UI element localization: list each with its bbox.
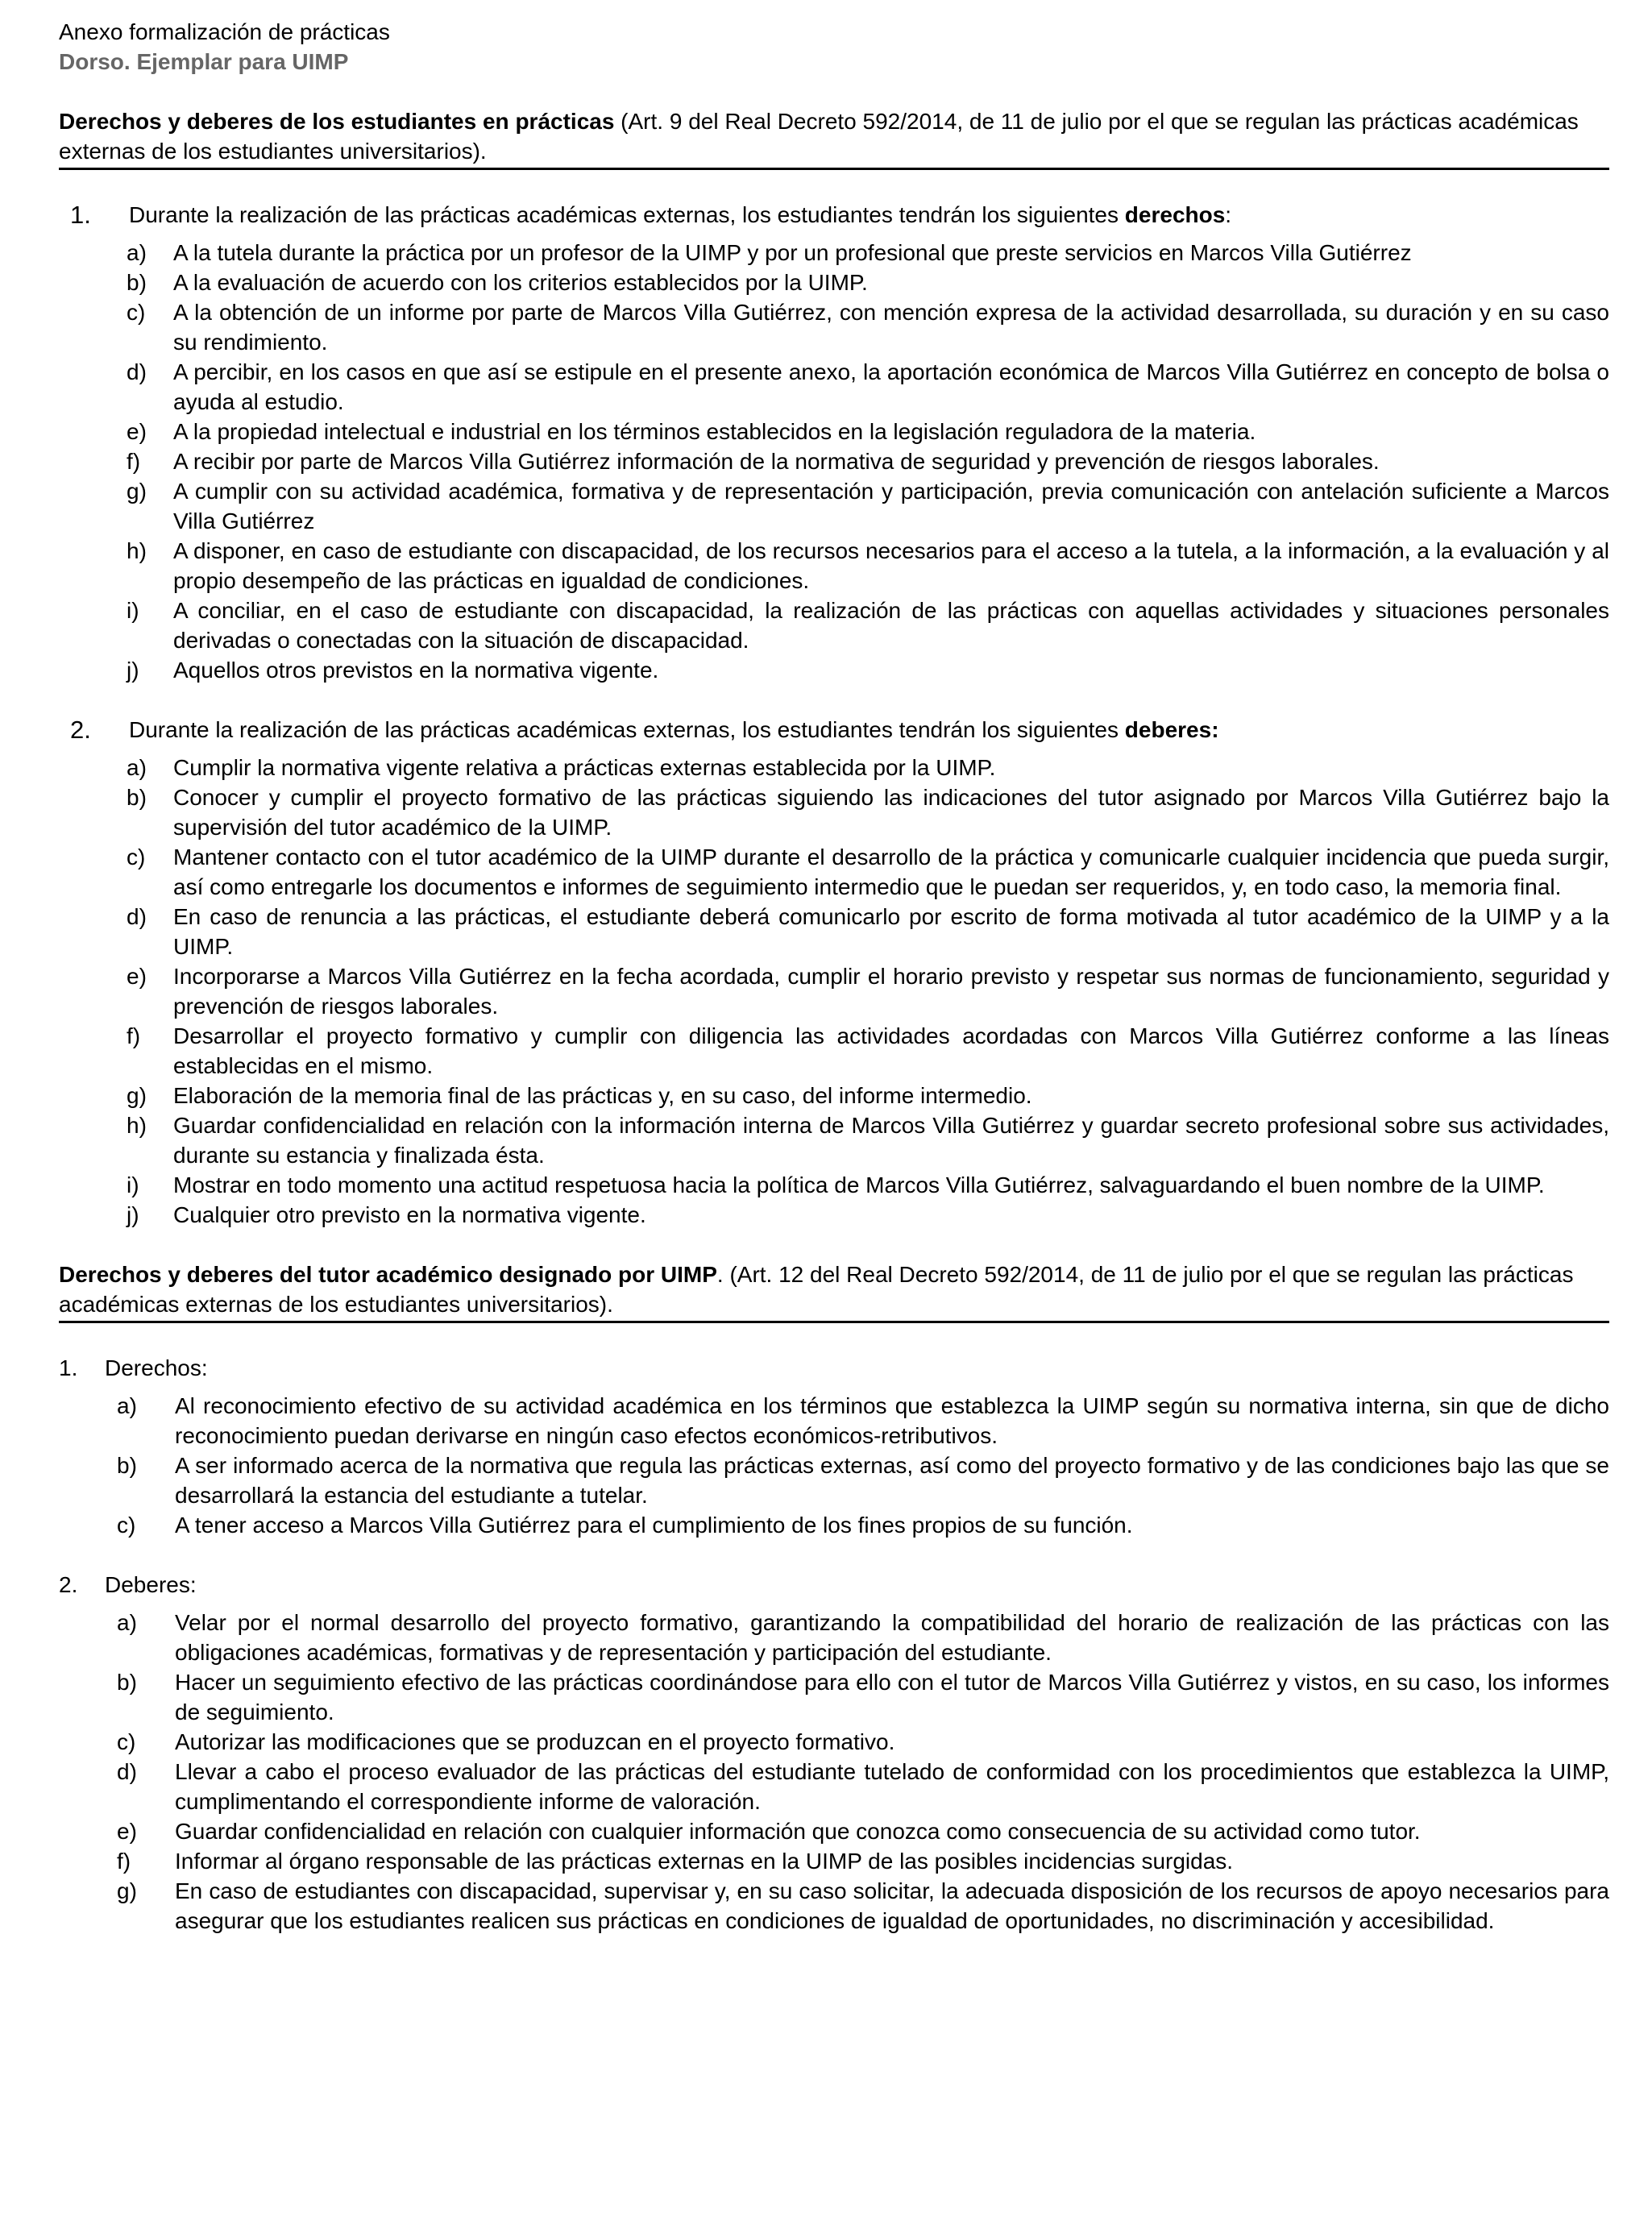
list-letter: c) [127, 845, 146, 869]
list-letter: g) [127, 479, 147, 504]
list-letter: h) [127, 538, 147, 563]
list-letter: b) [127, 270, 147, 295]
list-text: Cualquier otro previsto en la normativa vigente. [173, 1202, 646, 1227]
list-letter: a) [127, 240, 147, 265]
list-item [59, 357, 1609, 417]
list-letter: b) [127, 785, 147, 810]
list-letter: b) [117, 1453, 137, 1478]
list-item [59, 902, 1609, 961]
item-label: Deberes: [105, 1572, 197, 1597]
document-page [59, 17, 1609, 1936]
list-item [59, 1200, 1609, 1230]
list-item [59, 1391, 1609, 1451]
list-item [59, 268, 1609, 297]
list-item [59, 753, 1609, 782]
list-item [59, 1876, 1609, 1936]
students-duties-block [59, 715, 1609, 745]
list-letter: d) [127, 904, 147, 929]
list-item [59, 1667, 1609, 1727]
list-item [59, 446, 1609, 476]
list-letter: d) [117, 1759, 137, 1784]
list-item [59, 1608, 1609, 1667]
section-title-tutor [59, 1260, 1609, 1323]
list-text: A la obtención de un informe por parte de Marcos Villa Gutiérrez, con mención expresa de la actividad desarrollada, su duración y en su caso su rendimiento. [173, 300, 1609, 355]
list-letter: e) [117, 1819, 137, 1844]
document-title: Anexo formalización de prácticas [59, 19, 390, 44]
list-text: Al reconocimiento efectivo de su actividad académica en los términos que establezca la UIMP según su normativa interna, sin que de dicho reconocimiento puedan derivarse en ningún caso efectos económicos-retributivos. [175, 1393, 1609, 1448]
list-item [59, 536, 1609, 596]
list-text: Velar por el normal desarrollo del proyecto formativo, garantizando la compatibilidad del horario de realización de las prácticas con las obligaciones académicas, formativas y de representación y participación del estudiante. [175, 1610, 1609, 1665]
section-title-rest: . (Art. 12 del Real Decreto 592/2014, de 11 de julio por el que se regulan las prácticas académicas externas de los estudiantes universitarios). [59, 1262, 1574, 1317]
list-letter: a) [127, 755, 147, 780]
item-number: 1. [70, 201, 91, 229]
list-letter: f) [117, 1849, 131, 1874]
list-text: A la evaluación de acuerdo con los criterios establecidos por la UIMP. [173, 270, 868, 295]
list-text: Llevar a cabo el proceso evaluador de las prácticas del estudiante tutelado de conformidad con los procedimientos que establezca la UIMP, cumplimentando el correspondiente informe de valoración. [175, 1759, 1609, 1814]
list-item [59, 961, 1609, 1021]
tutor-duties-block [59, 1570, 1609, 1600]
item-label: Derechos: [105, 1355, 208, 1380]
list-text: Guardar confidencialidad en relación con la información interna de Marcos Villa Gutiérrez y guardar secreto profesional sobre sus actividades, durante su estancia y finalizada ésta. [173, 1113, 1609, 1168]
list-text: A la propiedad intelectual e industrial en los términos establecidos en la legislación reguladora de la materia. [173, 419, 1256, 444]
list-letter: e) [127, 419, 147, 444]
list-letter: c) [127, 300, 146, 325]
list-item [59, 1110, 1609, 1170]
list-item [59, 1021, 1609, 1081]
list-text: En caso de renuncia a las prácticas, el estudiante deberá comunicarlo por escrito de forma motivada al tutor académico de la UIMP y a la UIMP. [173, 904, 1609, 959]
list-text: A disponer, en caso de estudiante con discapacidad, de los recursos necesarios para el acceso a la tutela, a la información, a la evaluación y al propio desempeño de las prácticas en igualdad de condiciones. [173, 538, 1609, 593]
list-item [59, 1510, 1609, 1540]
list-letter: f) [127, 449, 141, 474]
list-text: Cumplir la normativa vigente relativa a prácticas externas establecida por la UIMP. [173, 755, 996, 780]
list-text: A cumplir con su actividad académica, formativa y de representación y participación, previa comunicación con antelación suficiente a Marcos Villa Gutiérrez [173, 479, 1609, 533]
list-letter: g) [127, 1083, 147, 1108]
list-item [59, 1081, 1609, 1110]
list-text: Aquellos otros previstos en la normativa vigente. [173, 658, 659, 683]
list-letter: c) [117, 1729, 136, 1754]
list-letter: d) [127, 359, 147, 384]
document-subtitle: Dorso. Ejemplar para UIMP [59, 49, 349, 74]
item-intro-bold: derechos [1124, 202, 1226, 227]
list-text: A conciliar, en el caso de estudiante con discapacidad, la realización de las prácticas con aquellas actividades y situaciones personales derivadas o conectadas con la situación de discapacidad. [173, 598, 1609, 653]
list-text: Informar al órgano responsable de las prácticas externas en la UIMP de las posibles incidencias surgidas. [175, 1849, 1234, 1874]
list-letter: i) [127, 598, 139, 623]
list-item [59, 655, 1609, 685]
item-intro: Durante la realización de las prácticas académicas externas, los estudiantes tendrán los siguientes [129, 202, 1125, 227]
list-letter: i) [127, 1172, 139, 1197]
list-text: Incorporarse a Marcos Villa Gutiérrez en la fecha acordada, cumplir el horario previsto y respetar sus normas de funcionamiento, seguridad y prevención de riesgos laborales. [173, 964, 1609, 1019]
list-letter: j) [127, 658, 139, 683]
list-item [59, 1846, 1609, 1876]
list-text: Guardar confidencialidad en relación con cualquier información que conozca como consecuencia de su actividad como tutor. [175, 1819, 1421, 1844]
list-text: Autorizar las modificaciones que se produzcan en el proyecto formativo. [175, 1729, 895, 1754]
list-text: Hacer un seguimiento efectivo de las prácticas coordinándose para ello con el tutor de Marcos Villa Gutiérrez y vistos, en su caso, los informes de seguimiento. [175, 1670, 1609, 1724]
document-header [59, 17, 1609, 77]
list-item [59, 1727, 1609, 1757]
list-text: Mostrar en todo momento una actitud respetuosa hacia la política de Marcos Villa Gutiérrez, salvaguardando el buen nombre de la UIMP. [173, 1172, 1545, 1197]
list-letter: e) [127, 964, 147, 989]
item-number: 1. [59, 1355, 78, 1380]
item-intro-bold: deberes: [1124, 717, 1219, 742]
list-text: Elaboración de la memoria final de las prácticas y, en su caso, del informe intermedio. [173, 1083, 1032, 1108]
list-item [59, 1170, 1609, 1200]
list-item [59, 1757, 1609, 1816]
list-item [59, 842, 1609, 902]
list-letter: a) [117, 1610, 137, 1635]
list-text: A ser informado acerca de la normativa que regula las prácticas externas, así como del proyecto formativo y de las condiciones bajo las que se desarrollará la estancia del estudiante a tutelar. [175, 1453, 1609, 1508]
list-letter: b) [117, 1670, 137, 1695]
students-duties-list [59, 753, 1609, 1230]
list-item [59, 238, 1609, 268]
item-number: 2. [59, 1572, 78, 1597]
students-rights-block [59, 200, 1609, 230]
list-text: A la tutela durante la práctica por un profesor de la UIMP y por un profesional que preste servicios en Marcos Villa Gutiérrez [173, 240, 1412, 265]
section-title-bold: Derechos y deberes de los estudiantes en prácticas [59, 109, 615, 134]
list-text: A recibir por parte de Marcos Villa Gutiérrez información de la normativa de seguridad y prevención de riesgos laborales. [173, 449, 1380, 474]
list-text: Mantener contacto con el tutor académico de la UIMP durante el desarrollo de la práctica y comunicarle cualquier incidencia que pueda surgir, así como entregarle los documentos e informes de seguimiento intermedio que le puedan ser requeridos, y, en todo caso, la memoria final. [173, 845, 1609, 899]
list-item [59, 297, 1609, 357]
tutor-duties-list [59, 1608, 1609, 1936]
list-item [59, 1816, 1609, 1846]
section-title-rest: (Art. 9 del Real Decreto 592/2014, de 11 de julio por el que se regulan las prácticas académicas externas de los estudiantes universitarios). [59, 109, 1579, 164]
list-item [59, 1451, 1609, 1510]
list-item [59, 476, 1609, 536]
list-item [59, 782, 1609, 842]
list-text: Desarrollar el proyecto formativo y cumplir con diligencia las actividades acordadas con Marcos Villa Gutiérrez conforme a las líneas establecidas en el mismo. [173, 1023, 1609, 1078]
list-letter: a) [117, 1393, 137, 1418]
section-title-bold: Derechos y deberes del tutor académico designado por UIMP [59, 1262, 717, 1287]
list-letter: j) [127, 1202, 139, 1227]
list-letter: g) [117, 1878, 137, 1903]
list-text: A percibir, en los casos en que así se estipule en el presente anexo, la aportación económica de Marcos Villa Gutiérrez en concepto de bolsa o ayuda al estudio. [173, 359, 1609, 414]
tutor-rights-list [59, 1391, 1609, 1540]
tutor-rights-block [59, 1353, 1609, 1383]
item-number: 2. [70, 716, 91, 744]
section-title-students [59, 106, 1609, 170]
students-rights-list [59, 238, 1609, 685]
item-intro-end: : [1225, 202, 1232, 227]
list-letter: f) [127, 1023, 141, 1048]
list-text: A tener acceso a Marcos Villa Gutiérrez para el cumplimiento de los fines propios de su función. [175, 1513, 1133, 1538]
list-text: En caso de estudiantes con discapacidad, supervisar y, en su caso solicitar, la adecuada disposición de los recursos de apoyo necesarios para asegurar que los estudiantes realicen sus prácticas en condiciones de igualdad de oportunidades, no discriminación y accesibilidad. [175, 1878, 1609, 1933]
list-text: Conocer y cumplir el proyecto formativo de las prácticas siguiendo las indicaciones del tutor asignado por Marcos Villa Gutiérrez bajo la supervisión del tutor académico de la UIMP. [173, 785, 1609, 840]
list-item [59, 417, 1609, 446]
list-letter: h) [127, 1113, 147, 1138]
item-intro: Durante la realización de las prácticas académicas externas, los estudiantes tendrán los siguientes [129, 717, 1125, 742]
list-letter: c) [117, 1513, 136, 1538]
list-item [59, 596, 1609, 655]
